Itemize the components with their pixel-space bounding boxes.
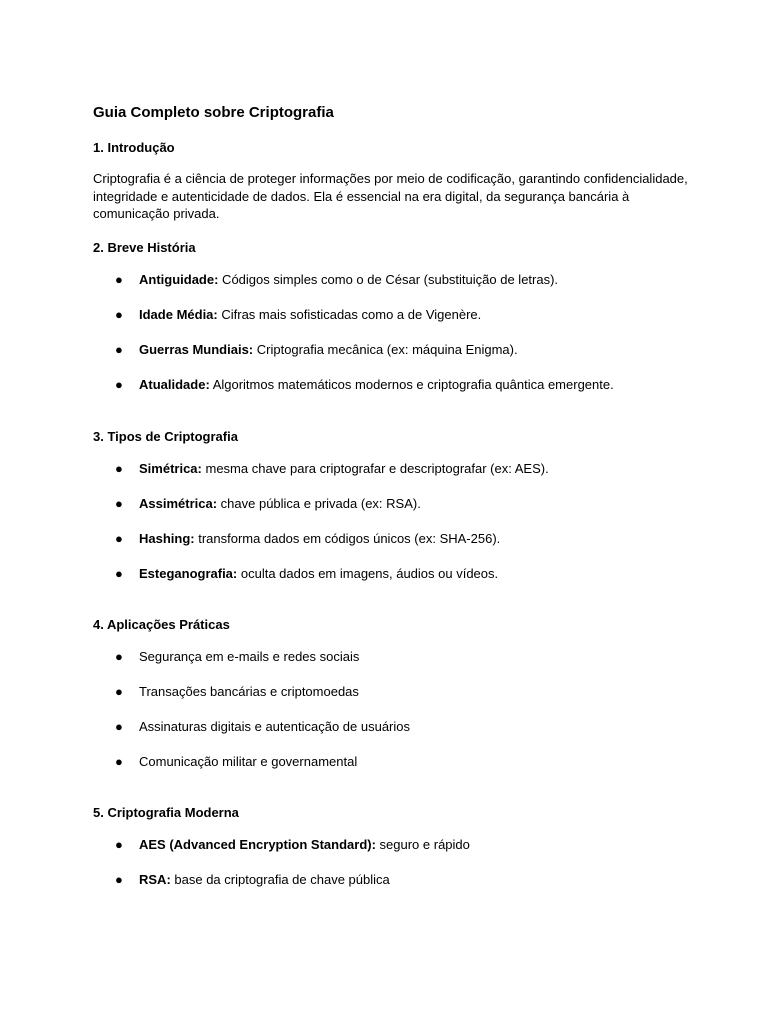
list-item	[93, 341, 713, 358]
item-text: Segurança em e-mails e redes sociais	[139, 649, 360, 664]
section-heading: 5. Criptografia Moderna	[93, 805, 239, 820]
section-moderna	[93, 804, 713, 888]
list-item	[93, 376, 713, 393]
bullet-icon: ●	[115, 649, 123, 664]
section-heading: 2. Breve História	[93, 240, 196, 255]
bullet-icon: ●	[115, 461, 123, 476]
item-text: Criptografia mecânica (ex: máquina Enigma).	[253, 342, 518, 357]
bullet-icon: ●	[115, 566, 123, 581]
item-term: RSA:	[139, 872, 171, 887]
item-term: AES (Advanced Encryption Standard):	[139, 837, 376, 852]
item-text: base da criptografia de chave pública	[170, 872, 390, 887]
section-introducao	[93, 139, 713, 223]
bullet-icon: ●	[115, 754, 123, 769]
section-heading: 1. Introdução	[93, 140, 175, 155]
item-term: Antiguidade:	[139, 272, 219, 287]
bullet-icon: ●	[115, 719, 123, 734]
list-item	[93, 495, 713, 512]
list-item	[93, 683, 713, 700]
bullet-icon: ●	[115, 342, 123, 357]
bullet-icon: ●	[115, 377, 123, 392]
item-text: transforma dados em códigos únicos (ex: SHA-256).	[194, 531, 501, 546]
bullet-icon: ●	[115, 272, 123, 287]
section-breve-historia	[93, 239, 713, 393]
list-item	[93, 836, 713, 853]
item-term: Guerras Mundiais:	[139, 342, 254, 357]
bullet-list	[93, 836, 713, 888]
item-term: Atualidade:	[139, 377, 210, 392]
item-text: oculta dados em imagens, áudios ou vídeos.	[237, 566, 499, 581]
list-item	[93, 871, 713, 888]
item-term: Assimétrica:	[139, 496, 218, 511]
item-text: mesma chave para criptografar e descriptografar (ex: AES).	[201, 461, 549, 476]
list-item	[93, 718, 713, 735]
list-item	[93, 565, 713, 582]
section-tipos	[93, 428, 713, 582]
list-item	[93, 530, 713, 547]
section-heading: 3. Tipos de Criptografia	[93, 429, 238, 444]
list-item	[93, 271, 713, 288]
bullet-icon: ●	[115, 496, 123, 511]
item-term: Esteganografia:	[139, 566, 238, 581]
section-aplicacoes	[93, 616, 713, 770]
document-title: Guia Completo sobre Criptografia	[93, 104, 334, 121]
item-text: seguro e rápido	[375, 837, 470, 852]
item-term: Idade Média:	[139, 307, 218, 322]
bullet-icon: ●	[115, 837, 123, 852]
list-item	[93, 460, 713, 477]
item-text: Assinaturas digitais e autenticação de usuários	[139, 719, 410, 734]
list-item	[93, 648, 713, 665]
bullet-icon: ●	[115, 872, 123, 887]
section-heading: 4. Aplicações Práticas	[93, 617, 230, 632]
item-text: Transações bancárias e criptomoedas	[139, 684, 359, 699]
bullet-list	[93, 648, 713, 770]
bullet-list	[93, 271, 713, 393]
item-text: Comunicação militar e governamental	[139, 754, 358, 769]
bullet-icon: ●	[115, 684, 123, 699]
item-text: Códigos simples como o de César (substituição de letras).	[218, 272, 559, 287]
list-item	[93, 306, 713, 323]
item-term: Simétrica:	[139, 461, 202, 476]
list-item	[93, 753, 713, 770]
item-text: Algoritmos matemáticos modernos e criptografia quântica emergente.	[209, 377, 614, 392]
bullet-icon: ●	[115, 531, 123, 546]
bullet-icon: ●	[115, 307, 123, 322]
bullet-list	[93, 460, 713, 582]
item-text: Cifras mais sofisticadas como a de Vigenère.	[217, 307, 482, 322]
item-text: chave pública e privada (ex: RSA).	[217, 496, 421, 511]
section-paragraph: Criptografia é a ciência de proteger informações por meio de codificação, garantindo confidencialidade, integridade e autenticidade de dados. Ela é essencial na era digital, da segurança bancária à comunicação privada.	[93, 171, 688, 221]
item-term: Hashing:	[139, 531, 195, 546]
